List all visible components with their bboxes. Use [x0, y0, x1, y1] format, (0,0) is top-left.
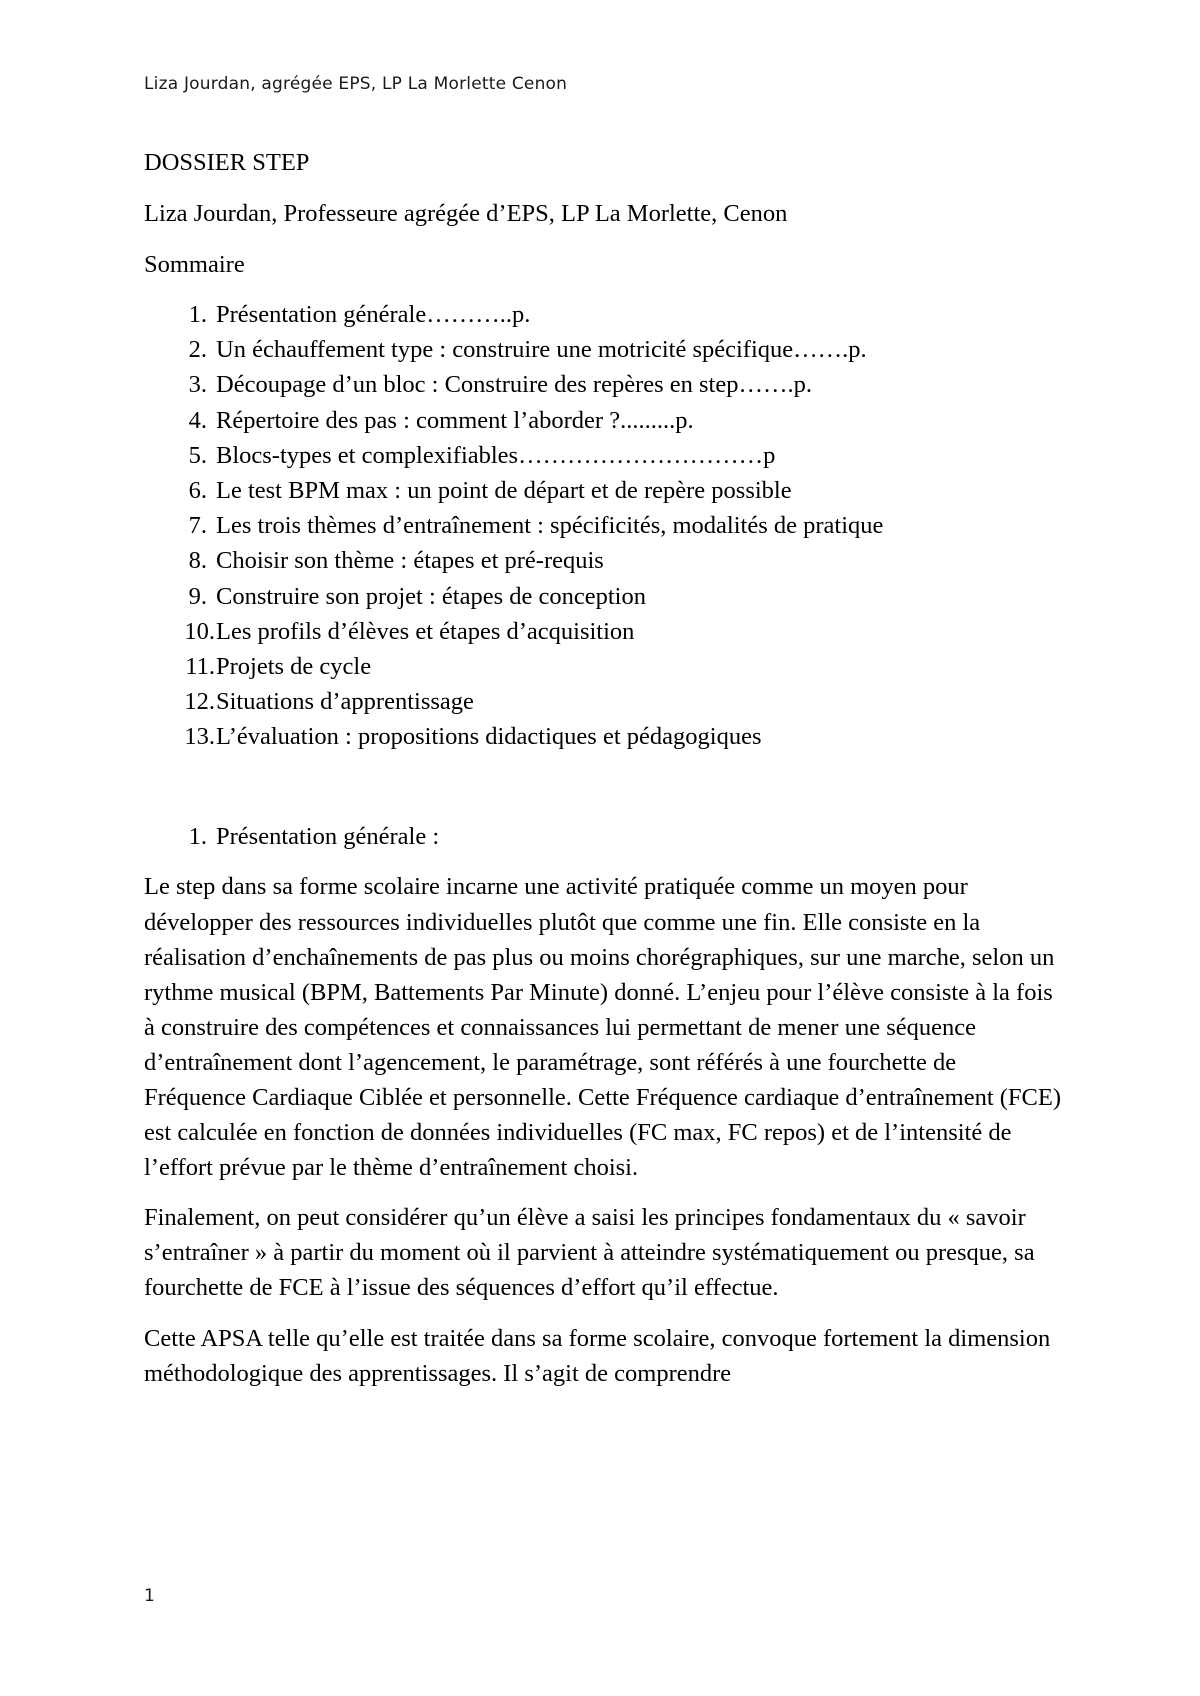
- toc-item-number: 8.: [188, 547, 207, 575]
- toc-item: [144, 649, 1064, 684]
- toc-item: [144, 719, 1064, 754]
- toc-item-text: Découpage d’un bloc : Construire des repères en step…….p.: [216, 371, 812, 399]
- document-title: DOSSIER STEP: [144, 149, 310, 176]
- toc-item: [144, 508, 1064, 543]
- toc-item-text: Choisir son thème : étapes et pré-requis: [216, 547, 604, 575]
- toc-item-number: 7.: [188, 512, 207, 540]
- page-number: 1: [144, 1586, 155, 1606]
- toc-item: [144, 438, 1064, 473]
- running-header: Liza Jourdan, agrégée EPS, LP La Morlette Cenon: [144, 74, 568, 94]
- toc-item-number: 10.: [184, 617, 215, 645]
- toc-item-number: 3.: [188, 371, 207, 399]
- toc-item-number: 1.: [188, 301, 207, 328]
- toc-item-number: 4.: [188, 406, 207, 434]
- body-paragraph: Le step dans sa forme scolaire incarne une activité pratiquée comme un moyen pour développer des ressources individuelles plutôt que comme une fin. Elle consiste en la réalisation d’enchaînements de pas plus ou moins chorégraphiques, sur une marche, selon un rythme musical (BPM, Battements Par Minute) donné. L’enjeu pour l’élève consiste à la fois à construire des compétences et connaissances lui permettant de mener une séquence d’entraînement dont l’agencement, le paramétrage, sont référés à une fourchette de Fréquence Cardiaque Ciblée et personnelle. Cette Fréquence cardiaque d’entraînement (FCE) est calculée en fonction de données individuelles (FC max, FC repos) et de l’intensité de l’effort prévue par le thème d’entraînement choisi.: [144, 873, 1062, 1182]
- toc-item-number: 11.: [185, 652, 215, 680]
- toc-item: [144, 297, 1064, 332]
- table-of-contents: [144, 297, 1064, 754]
- toc-item-text: Un échauffement type : construire une motricité spécifique…….p.: [216, 336, 867, 364]
- toc-item: [144, 684, 1064, 719]
- toc-item: [144, 332, 1064, 367]
- toc-item-number: 6.: [188, 476, 207, 504]
- body-paragraph: Finalement, on peut considérer qu’un élève a saisi les principes fondamentaux du « savoir s’entraîner » à partir du moment où il parvient à atteindre systématiquement ou presque, sa fourchette de FCE à l’issue des séquences d’effort qu’il effectue.: [144, 1204, 1035, 1302]
- body-paragraph: Cette APSA telle qu’elle est traitée dans sa forme scolaire, convoque fortement la dimension méthodologique des apprentissages. Il s’agit de comprendre: [144, 1324, 1051, 1387]
- toc-item-text: Projets de cycle: [216, 652, 372, 680]
- toc-item-text: Les trois thèmes d’entraînement : spécificités, modalités de pratique: [216, 512, 884, 540]
- toc-item-number: 5.: [188, 441, 207, 469]
- toc-item-text: Le test BPM max : un point de départ et de repère possible: [216, 476, 792, 504]
- toc-item-number: 13.: [184, 723, 215, 751]
- toc-item: [144, 473, 1064, 508]
- toc-item-number: 12.: [184, 688, 215, 716]
- section-number: 1.: [188, 823, 207, 851]
- toc-item: [144, 579, 1064, 614]
- section-heading: [144, 819, 1064, 854]
- author-line: Liza Jourdan, Professeure agrégée d’EPS, LP La Morlette, Cenon: [144, 200, 788, 227]
- toc-item: [144, 614, 1064, 649]
- toc-item: [144, 367, 1064, 402]
- toc-item-text: Blocs-types et complexifiables…………………………p: [216, 441, 776, 469]
- toc-item-number: 2.: [188, 336, 207, 364]
- section-title: Présentation générale :: [216, 823, 440, 851]
- toc-item-text: Les profils d’élèves et étapes d’acquisition: [216, 617, 635, 645]
- toc-heading: Sommaire: [144, 251, 245, 278]
- toc-item: [144, 543, 1064, 578]
- page-content: [144, 145, 1064, 1406]
- toc-item: [144, 403, 1064, 438]
- toc-item-number: 9.: [188, 582, 207, 610]
- toc-item-text: Présentation générale………..p.: [216, 301, 531, 328]
- toc-item-text: L’évaluation : propositions didactiques et pédagogiques: [216, 723, 762, 751]
- toc-item-text: Situations d’apprentissage: [216, 688, 474, 716]
- toc-item-text: Répertoire des pas : comment l’aborder ?.........p.: [216, 406, 694, 434]
- toc-item-text: Construire son projet : étapes de conception: [216, 582, 646, 610]
